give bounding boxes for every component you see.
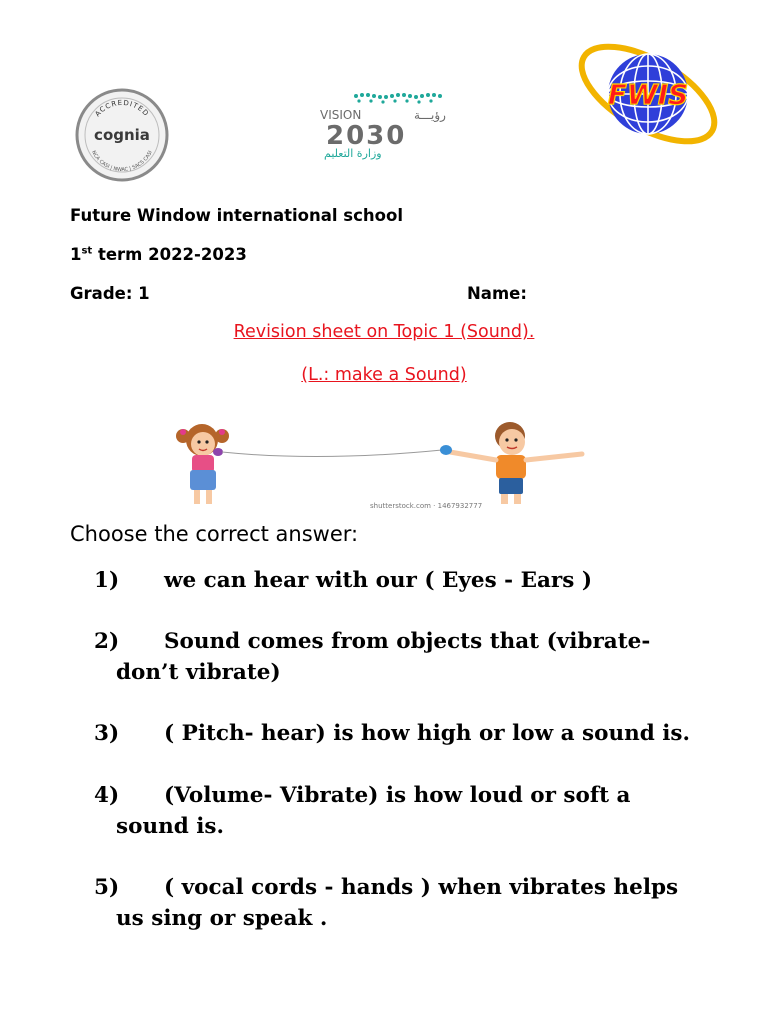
question-number: 5) [94, 875, 120, 900]
question-number: 2) [94, 629, 120, 654]
question-number: 1) [94, 568, 120, 593]
boy-figure [440, 422, 582, 504]
term-suffix: st [81, 245, 93, 257]
vision-2030-logo [316, 88, 456, 160]
question-text-continued: don’t vibrate) [116, 660, 281, 685]
question-number: 3) [94, 721, 120, 746]
kids-string-phone-illustration [150, 412, 590, 510]
svg-text:ACCREDITED: ACCREDITED [93, 98, 151, 119]
cognia-logo [75, 88, 169, 182]
instruction-heading: Choose the correct answer: [70, 522, 359, 546]
svg-text:رؤيـــة: رؤيـــة [414, 108, 446, 122]
girl-figure [176, 424, 229, 504]
topic-title: Revision sheet on Topic 1 (Sound). [233, 322, 535, 342]
term-number: 1 [70, 245, 82, 264]
svg-text:cognia: cognia [94, 126, 150, 144]
question-text: Sound comes from objects that (vibrate- [164, 629, 651, 654]
school-name: Future Window international school [70, 206, 403, 225]
grade-label: Grade: 1 [70, 284, 150, 303]
svg-text:FWIS: FWIS [607, 78, 689, 111]
watermark: shutterstock.com · 1467932777 [370, 502, 483, 510]
question-text: (Volume- Vibrate) is how loud or soft a [164, 783, 631, 808]
term-years: term 2022-2023 [92, 245, 247, 264]
question-text: we can hear with our ( Eyes - Ears ) [164, 568, 592, 593]
question-text-continued: us sing or speak . [116, 906, 328, 931]
fwis-logo [570, 40, 726, 146]
question-text-continued: sound is. [116, 814, 224, 839]
question-text: ( Pitch- hear) is how high or low a sound is. [164, 721, 691, 746]
svg-text:2030: 2030 [326, 121, 407, 151]
question-number: 4) [94, 783, 120, 808]
svg-text:وزارة التعليم: وزارة التعليم [324, 147, 382, 160]
name-label: Name: [467, 284, 527, 303]
svg-text:VISION: VISION [320, 108, 362, 122]
term-line [70, 245, 247, 264]
svg-text:NCA CASI | NWAC | SACS CASI: NCA CASI | NWAC | SACS CASI [90, 149, 154, 174]
question-text: ( vocal cords - hands ) when vibrates helps [164, 875, 679, 900]
lesson-title: (L.: make a Sound) [301, 365, 467, 385]
